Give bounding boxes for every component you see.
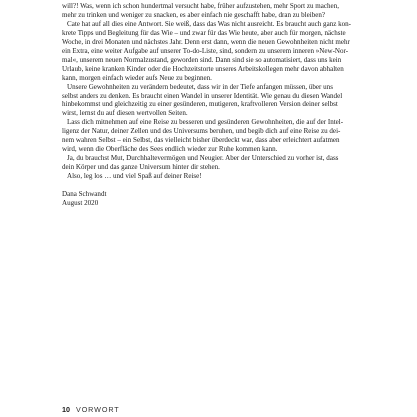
paragraph-2: Cate hat auf all dies eine Antwort. Sie weiß, dass das Was nicht ausreicht. Es braucht auch ganz kon- krete Tipps und Begleitung für das Wie – und zwar für das Wie heute, aber auch für morgen, nächste Woche, in drei Monaten und nächstes Jahr. Denn erst dann, wenn die neuen Gewohnheiten nicht mehr ein Extra, eine weiter Aufgabe auf unserer To-do-Liste, sind, sondern zu unserem inneren »New-Nor- mal«, unserem neuen Normalzustand, geworden sind. Dann sind sie so automatisiert, dass uns kein Urlaub, keine kranken Kinder oder die Hochzeitstorte unseres Arbeitskollegen mehr davon abhalten kann, morgen einfach wieder aufs Neue zu beginnen. <box>62 19 352 82</box>
paragraph-1: will?! Was, wenn ich schon hundertmal versucht habe, früher aufzustehen, mehr Sport zu machen, mehr zu trinken und weniger zu snacken, es aber einfach nie geschafft habe, dran zu bleiben? <box>62 2 339 19</box>
page-footer <box>62 405 120 414</box>
author-name: Dana Schwandt <box>62 189 107 198</box>
paragraph-3: Unsere Gewohnheiten zu verändern bedeutet, dass wir in der Tiefe anfangen müssen, über uns selbst anders zu denken. Es braucht einen Wandel in unserer Identität. Wie genau du diesen Wandel hinbekommst und gleichzeitig zu einer gesünderen, mutigeren, kraftvolleren Version deiner selbst wirst, lernst du auf diesen wertvollen Seiten. <box>62 82 343 118</box>
section-label: VORWORT <box>76 405 120 414</box>
signature-date: August 2020 <box>62 198 99 207</box>
page-number: 10 <box>62 405 70 414</box>
paragraph-6: Also, leg los … und viel Spaß auf deiner Reise! <box>67 172 202 181</box>
spacer <box>62 181 367 190</box>
paragraph-4: Lass dich mitnehmen auf eine Reise zu besseren und gesünderen Gewohnheiten, die auf der Intel- ligenz der Natur, deiner Zellen und des Universums beruhen, und begib dich auf eine Reise zu dei- nem wahren Selbst – ein Selbst, das vielleicht bisher überdeckt war, dass aber erleichtert aufatmen wird, wenn die Oberfläche des Sees endlich wieder zur Ruhe kommen kann. <box>62 118 344 154</box>
body-text <box>62 2 367 208</box>
paragraph-5: Ja, du brauchst Mut, Durchhaltevermögen und Neugier. Aber der Unterschied zu vorher ist, dass dein Körper und das ganze Universum hinter dir stehen. <box>62 154 339 172</box>
